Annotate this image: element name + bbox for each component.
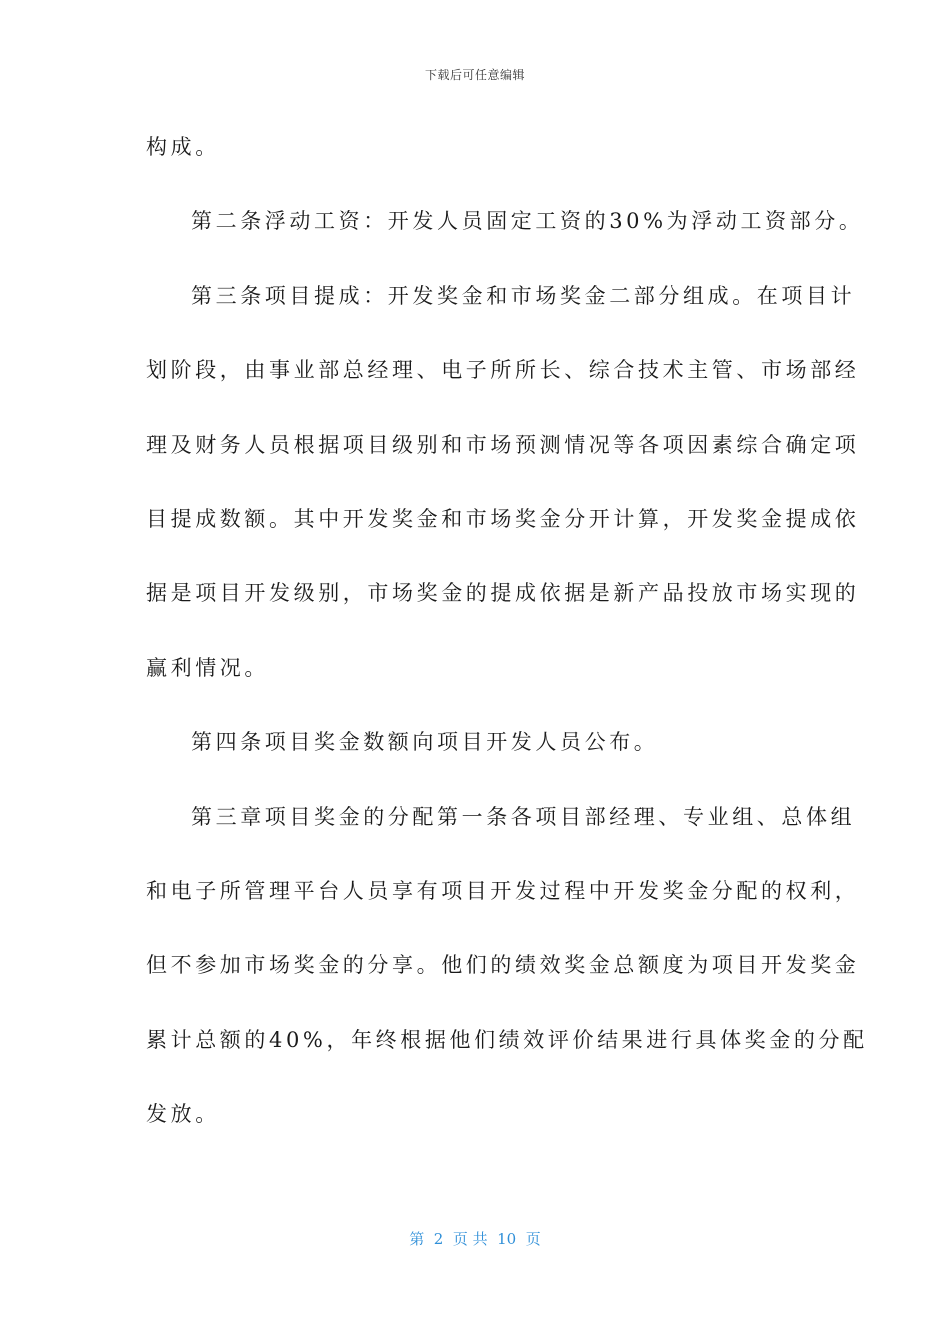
text-line: 第二条浮动工资：开发人员固定工资的30%为浮动工资部分。 <box>191 209 864 234</box>
page-number-footer: 第 2 页 共 10 页 <box>409 1230 541 1248</box>
text-line: 划阶段，由事业部总经理、电子所所长、综合技术主管、市场部经 <box>146 358 860 383</box>
text-line: 累计总额的40%，年终根据他们绩效评价结果进行具体奖金的分配 <box>146 1027 868 1052</box>
text-line: 第三条项目提成：开发奖金和市场奖金二部分组成。在项目计 <box>191 283 856 308</box>
document-body <box>146 126 868 1167</box>
page-header: 下载后可任意编辑 <box>424 68 525 82</box>
text-line: 构成。 <box>146 135 220 159</box>
text-line: 据是项目开发级别，市场奖金的提成依据是新产品投放市场实现的 <box>146 581 860 606</box>
text-line: 和电子所管理平台人员享有项目开发过程中开发奖金分配的权利， <box>146 878 860 903</box>
text-line: 目提成数额。其中开发奖金和市场奖金分开计算，开发奖金提成依 <box>146 506 860 531</box>
text-line: 第四条项目奖金数额向项目开发人员公布。 <box>191 730 659 755</box>
text-line: 赢利情况。 <box>146 655 269 680</box>
text-line: 第三章项目奖金的分配第一条各项目部经理、专业组、总体组 <box>191 804 856 829</box>
text-line: 理及财务人员根据项目级别和市场预测情况等各项因素综合确定项 <box>146 432 860 457</box>
text-line: 发放。 <box>146 1102 220 1127</box>
text-line: 但不参加市场奖金的分享。他们的绩效奖金总额度为项目开发奖金 <box>146 953 860 978</box>
